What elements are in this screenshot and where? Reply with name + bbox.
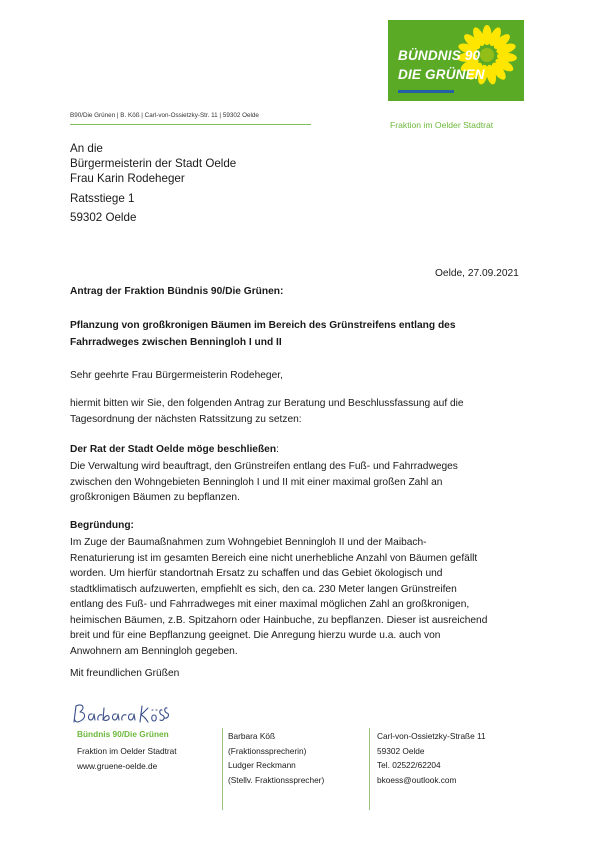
footer-line: (Fraktionssprecherin) [228, 745, 307, 756]
letter-date: Oelde, 27.09.2021 [435, 268, 519, 279]
footer-line: Ludger Reckmann [228, 760, 296, 770]
address-city: 59302 Oelde [70, 211, 137, 224]
logo-line-1: BÜNDNIS 90 [398, 48, 481, 63]
begruendung-heading: Begründung: [70, 520, 134, 531]
address-line: Frau Karin Rodeheger [70, 171, 185, 185]
address-street: Ratsstiege 1 [70, 192, 135, 205]
footer-col-1 [77, 727, 177, 774]
footer-line: (Stellv. Fraktionssprecher) [228, 774, 325, 785]
signature-image [70, 700, 170, 728]
intro-line: Tagesordnung der nächsten Ratssitzung zu setzen: [70, 413, 302, 425]
antrag-heading: Antrag der Fraktion Bündnis 90/Die Grünen: [70, 286, 284, 297]
sender-divider [70, 124, 311, 125]
logo-bar [398, 90, 454, 93]
begruendung-line: entlang des Fuß- und Fahrradweges mit einer maximal möglichen Zahl an großkronigen, [70, 599, 470, 610]
begruendung-line: Im Zuge der Baumaßnahmen zum Wohngebiet Benningloh II und der Maibach- [70, 537, 427, 548]
beschluss-line: großkronigen Bäumen zu bepflanzen. [70, 492, 240, 503]
subject-line: Pflanzung von großkronigen Bäumen im Bereich des Grünstreifens entlang des [70, 320, 456, 331]
begruendung-line: worden. Um hierfür standortnah Ersatz zu schaffen und das Gebiet ökologisch und [70, 568, 443, 579]
begruendung-line: stadtklimatisch aufzuwerten, empfiehlt es sich, den ca. 230 Meter langen Grünstreifen [70, 583, 457, 595]
footer-line: Tel. 02522/62204 [377, 760, 441, 770]
footer-col-2 [228, 729, 324, 787]
address-line: Bürgermeisterin der Stadt Oelde [70, 156, 237, 170]
beschluss-heading [70, 442, 279, 458]
recipient-address [70, 142, 236, 186]
closing: Mit freundlichen Grüßen [70, 668, 180, 679]
footer-line: Fraktion im Oelder Stadtrat [77, 746, 177, 756]
footer-divider [369, 728, 370, 810]
intro-line: hiermit bitten wir Sie, den folgenden Antrag zur Beratung und Beschlussfassung auf die [70, 398, 464, 409]
begruendung-line: breit und für eine Bepflanzung geeignet. Die Anregung hierzu wurde u.a. auch von [70, 630, 441, 641]
subject [70, 317, 456, 351]
footer-party-name: Bündnis 90/Die Grünen [77, 729, 169, 739]
footer-email: bkoess@outlook.com [377, 774, 457, 785]
beschluss-text [70, 459, 458, 506]
subject-line: Fahrradweges zwischen Benningloh I und II [70, 337, 282, 348]
begruendung-line: Anwohnern am Benningloh gegeben. [70, 645, 238, 657]
footer-divider [222, 728, 223, 810]
footer-line: Barbara Köß [228, 731, 276, 741]
fraktion-header: Fraktion im Oelder Stadtrat [390, 120, 494, 130]
intro-paragraph [70, 396, 464, 427]
beschluss-heading-colon: : [276, 444, 279, 455]
beschluss-line: Die Verwaltung wird beauftragt, den Grünstreifen entlang des Fuß- und Fahrradweges [70, 461, 458, 472]
footer-col-3 [377, 729, 486, 787]
footer-line: 59302 Oelde [377, 745, 425, 756]
address-line: An die [70, 142, 103, 155]
begruendung-line: heimischen Bäumen, z.B. Spitzahorn oder Hainbuche, zu bepflanzen. Dieser ist ausreichend [70, 614, 488, 626]
footer-line: Carl-von-Ossietzky-Straße 11 [377, 731, 486, 741]
beschluss-heading-text: Der Rat der Stadt Oelde möge beschließen [70, 444, 277, 455]
logo-line-2: DIE GRÜNEN [398, 67, 485, 82]
salutation: Sehr geehrte Frau Bürgermeisterin Rodeheger, [70, 370, 283, 381]
party-logo [388, 20, 524, 101]
sender-line: B90/Die Grünen | B. Köß | Carl-von-Ossietzky-Str. 11 | 59302 Oelde [70, 112, 259, 119]
begruendung-text [70, 535, 487, 659]
beschluss-line: zwischen den Wohngebieten Benningloh I und II mit einer maximal großen Zahl an [70, 476, 443, 488]
footer-website: www.gruene-oelde.de [77, 761, 158, 771]
begruendung-line: Renaturierung ist im gesamten Bereich eine nicht unerhebliche Anzahl von Bäumen gefällt [70, 552, 478, 564]
